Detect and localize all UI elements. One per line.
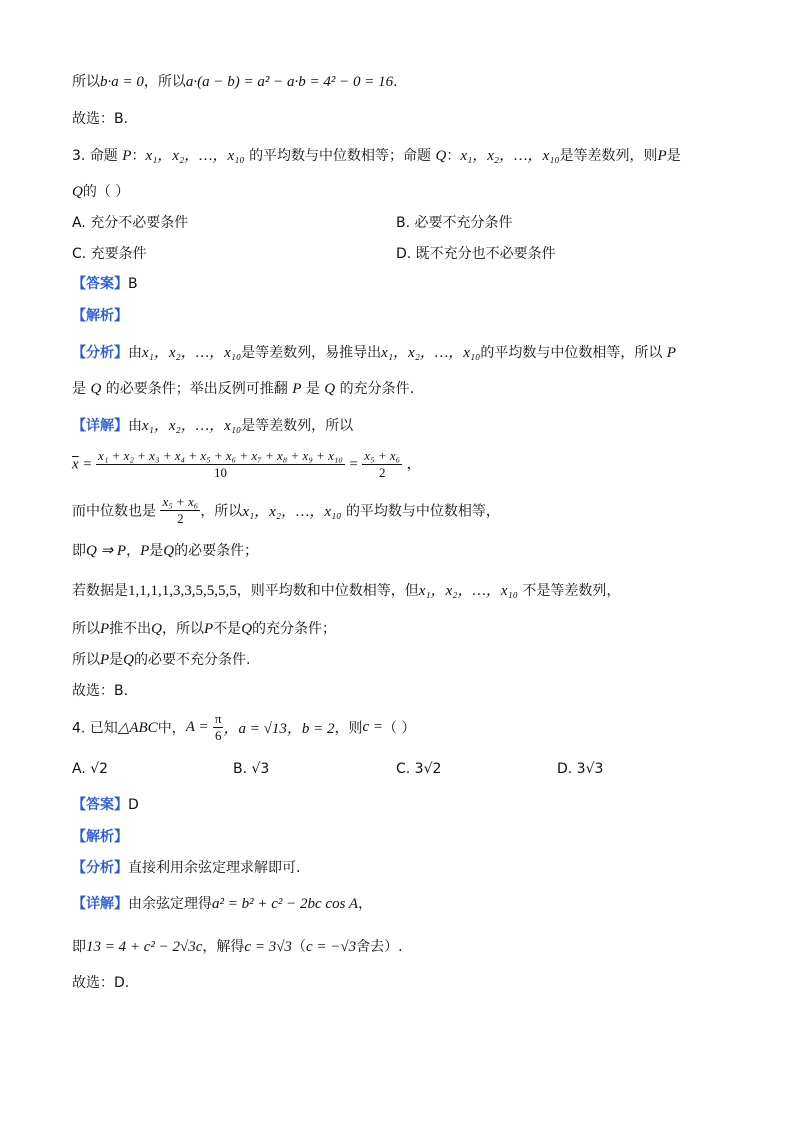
q4-fenxi bbox=[72, 858, 300, 878]
text: 是 bbox=[72, 381, 86, 397]
q3-option-b: B. 必要不充分条件 bbox=[396, 215, 513, 231]
q3-answer bbox=[72, 274, 138, 294]
text: 是 bbox=[149, 543, 164, 559]
var-q: Q bbox=[90, 381, 102, 397]
q4-option-a: A. √2 bbox=[72, 761, 109, 777]
fraction-numerator: π bbox=[214, 711, 222, 726]
q4-answer bbox=[72, 795, 139, 815]
text: 不是等差数列， bbox=[522, 583, 621, 599]
text: 是 bbox=[109, 652, 124, 668]
q3-concl2-line bbox=[72, 650, 250, 670]
var-p: P bbox=[100, 652, 110, 668]
equation: b·a = 0 bbox=[100, 74, 144, 90]
var-p: P bbox=[204, 621, 214, 637]
prev-solution-line bbox=[72, 72, 398, 92]
text: 舍去）. bbox=[356, 939, 403, 955]
text: ： bbox=[131, 148, 146, 164]
mean-fraction-2 bbox=[362, 448, 402, 481]
equation: a·(a − b) = a² − a·b = 4² − 0 = 16 bbox=[185, 74, 394, 90]
text: 直接利用余弦定理求解即可. bbox=[128, 860, 301, 876]
fraction-denominator: 10 bbox=[213, 465, 227, 480]
text: 的平均数与中位数相等；命题 bbox=[249, 148, 432, 164]
text: 由余弦定理得 bbox=[128, 896, 212, 912]
equation: A = bbox=[185, 719, 209, 735]
var-x-list: x₁，x₂，…，x₁₀ bbox=[142, 345, 242, 361]
var-x-list: x₁，x₂，…，x₁₀ bbox=[460, 148, 560, 164]
detail-tag: 【详解】 bbox=[72, 418, 128, 434]
analysis-tag: 【解析】 bbox=[72, 308, 128, 324]
text: ： bbox=[446, 148, 461, 164]
answer-tag: 【答案】 bbox=[72, 276, 128, 292]
equation: ，b = 2 bbox=[286, 721, 335, 737]
text: 而中位数也是 bbox=[72, 503, 156, 520]
text: 即 bbox=[72, 939, 86, 955]
text: 由 bbox=[128, 418, 142, 434]
q3-choose: 故选：B. bbox=[72, 683, 129, 699]
var-p: P bbox=[140, 543, 150, 559]
text: 的必要条件； bbox=[174, 543, 259, 559]
q3-fenxi-line1 bbox=[72, 343, 676, 363]
text: 是等差数列，易推导出 bbox=[241, 345, 382, 361]
fraction-denominator: 2 bbox=[177, 511, 184, 526]
q3-option-d: D. 既不充分也不必要条件 bbox=[396, 246, 556, 262]
fraction-denominator: 6 bbox=[214, 728, 222, 743]
equation: 13 = 4 + c² − 2√3c bbox=[86, 939, 203, 955]
var-p: P bbox=[657, 148, 667, 164]
var-x-list: x₁，x₂，…，x₁₀ bbox=[381, 345, 481, 361]
q4-analysis-tag bbox=[72, 827, 128, 847]
text: 推不出 bbox=[109, 621, 152, 637]
var-q: Q bbox=[151, 621, 163, 637]
median-fraction bbox=[160, 494, 200, 527]
q3-mean-equation bbox=[72, 448, 421, 481]
text: 所以 bbox=[72, 621, 100, 637]
fenxi-tag: 【分析】 bbox=[72, 345, 128, 361]
var-q: Q bbox=[72, 184, 83, 200]
q4-option-c: C. 3√2 bbox=[396, 761, 442, 777]
q3-counter-line bbox=[72, 581, 620, 601]
fraction-numerator: x₅ + x₆ bbox=[364, 448, 401, 463]
var-q: Q bbox=[123, 652, 135, 668]
text: ，所以 bbox=[143, 74, 186, 90]
var-p: P bbox=[100, 621, 110, 637]
equation: c = bbox=[362, 719, 383, 735]
text: 的平均数与中位数相等，所以 bbox=[480, 345, 663, 361]
var-q: Q bbox=[241, 621, 253, 637]
text: 由 bbox=[128, 345, 142, 361]
q3-detail-line1 bbox=[72, 416, 353, 436]
text: （ bbox=[291, 939, 306, 955]
equation: a² = b² + c² − 2bc cos A bbox=[212, 896, 359, 912]
var-p: P bbox=[292, 381, 302, 397]
var-x-list: x₁，x₂，…，x₁₀ bbox=[145, 148, 245, 164]
q3-fenxi-line2 bbox=[72, 379, 414, 399]
text: 的充分条件. bbox=[339, 381, 415, 397]
text: ，则平均数和中位数相等，但 bbox=[236, 583, 419, 599]
q3-imply-line bbox=[72, 541, 258, 561]
text: ，所以 bbox=[162, 621, 205, 637]
text: 所以 bbox=[72, 74, 100, 90]
detail-tag: 【详解】 bbox=[72, 896, 128, 912]
q3-concl1-line bbox=[72, 619, 336, 639]
answer-value: B bbox=[128, 276, 138, 292]
text: ，则 bbox=[334, 720, 363, 737]
equation: ，a = √13 bbox=[223, 721, 287, 737]
q4-option-d: D. 3√3 bbox=[557, 761, 604, 777]
equals-sign: = bbox=[349, 456, 358, 473]
text: 若数据是 bbox=[72, 583, 128, 599]
text: ， bbox=[126, 543, 141, 559]
text: 即 bbox=[72, 543, 86, 559]
equation: c = 3√3 bbox=[244, 939, 292, 955]
q4-choose: 故选：D. bbox=[72, 975, 130, 991]
text: ，解得 bbox=[202, 939, 245, 955]
text: 不是 bbox=[213, 621, 242, 637]
q3-median-line bbox=[72, 494, 500, 527]
var-x-list: x₁，x₂，…，x₁₀ bbox=[142, 418, 242, 434]
fraction-denominator: 2 bbox=[378, 465, 386, 480]
text: 中， bbox=[157, 720, 186, 737]
text: ， bbox=[358, 896, 373, 912]
analysis-tag: 【解析】 bbox=[72, 829, 128, 845]
q3-stem-cont bbox=[72, 182, 129, 202]
fraction-numerator: x₁ + x₂ + x₃ + x₄ + x₅ + x₆ + x₇ + x₈ + x₉ + x₁₀ bbox=[98, 448, 343, 463]
q3-option-c: C. 充要条件 bbox=[72, 246, 147, 262]
var-x-list: x₁，x₂，…，x₁₀ bbox=[418, 583, 518, 599]
comma: ， bbox=[406, 456, 421, 473]
text: 的充分条件； bbox=[252, 621, 337, 637]
var-q: Q bbox=[435, 148, 447, 164]
text: ，所以 bbox=[200, 503, 243, 520]
answer-value: D bbox=[128, 797, 139, 813]
text: 的必要条件；举出反例可推翻 bbox=[105, 381, 288, 397]
text: 的平均数与中位数相等， bbox=[345, 503, 500, 520]
text: 4. 已知 bbox=[72, 720, 118, 737]
q3-option-a: A. 充分不必要条件 bbox=[72, 215, 189, 231]
var-x-list: x₁，x₂，…，x₁₀ bbox=[242, 504, 342, 520]
x-bar: $\overline{x}$ bbox=[72, 456, 79, 473]
q4-detail bbox=[72, 894, 372, 914]
equation: Q ⇒ P bbox=[86, 543, 127, 559]
var-q: Q bbox=[163, 543, 175, 559]
equals-sign: = bbox=[83, 456, 92, 473]
text: 是 bbox=[305, 381, 320, 397]
q3-stem bbox=[72, 146, 681, 166]
q4-stem bbox=[72, 711, 415, 744]
q4-option-b: B. √3 bbox=[233, 761, 270, 777]
var-q: Q bbox=[324, 381, 336, 397]
triangle: △ABC bbox=[117, 720, 158, 736]
fraction-numerator: x₅ + x₆ bbox=[162, 494, 199, 509]
text: 是等差数列，则 bbox=[559, 148, 658, 164]
pi-over-six bbox=[213, 711, 224, 744]
text: 是等差数列，所以 bbox=[241, 418, 354, 434]
prev-answer-choice: 故选：B. bbox=[72, 111, 129, 127]
mean-fraction bbox=[96, 448, 345, 481]
equation: c = −√3 bbox=[305, 939, 357, 955]
var-p: P bbox=[666, 345, 676, 361]
fenxi-tag: 【分析】 bbox=[72, 860, 128, 876]
answer-tag: 【答案】 bbox=[72, 797, 128, 813]
text: 3. 命题 bbox=[72, 148, 118, 164]
q3-analysis-tag bbox=[72, 306, 128, 326]
text: . bbox=[393, 74, 398, 90]
data-list: 1,1,1,1,3,3,5,5,5,5 bbox=[128, 583, 237, 599]
text: 的必要不充分条件. bbox=[134, 652, 251, 668]
text: 所以 bbox=[72, 652, 100, 668]
text: 的（ ） bbox=[82, 184, 130, 200]
q4-solve bbox=[72, 937, 403, 957]
text: （ ） bbox=[383, 720, 416, 737]
var-p: P bbox=[122, 148, 132, 164]
text: 是 bbox=[666, 148, 681, 164]
